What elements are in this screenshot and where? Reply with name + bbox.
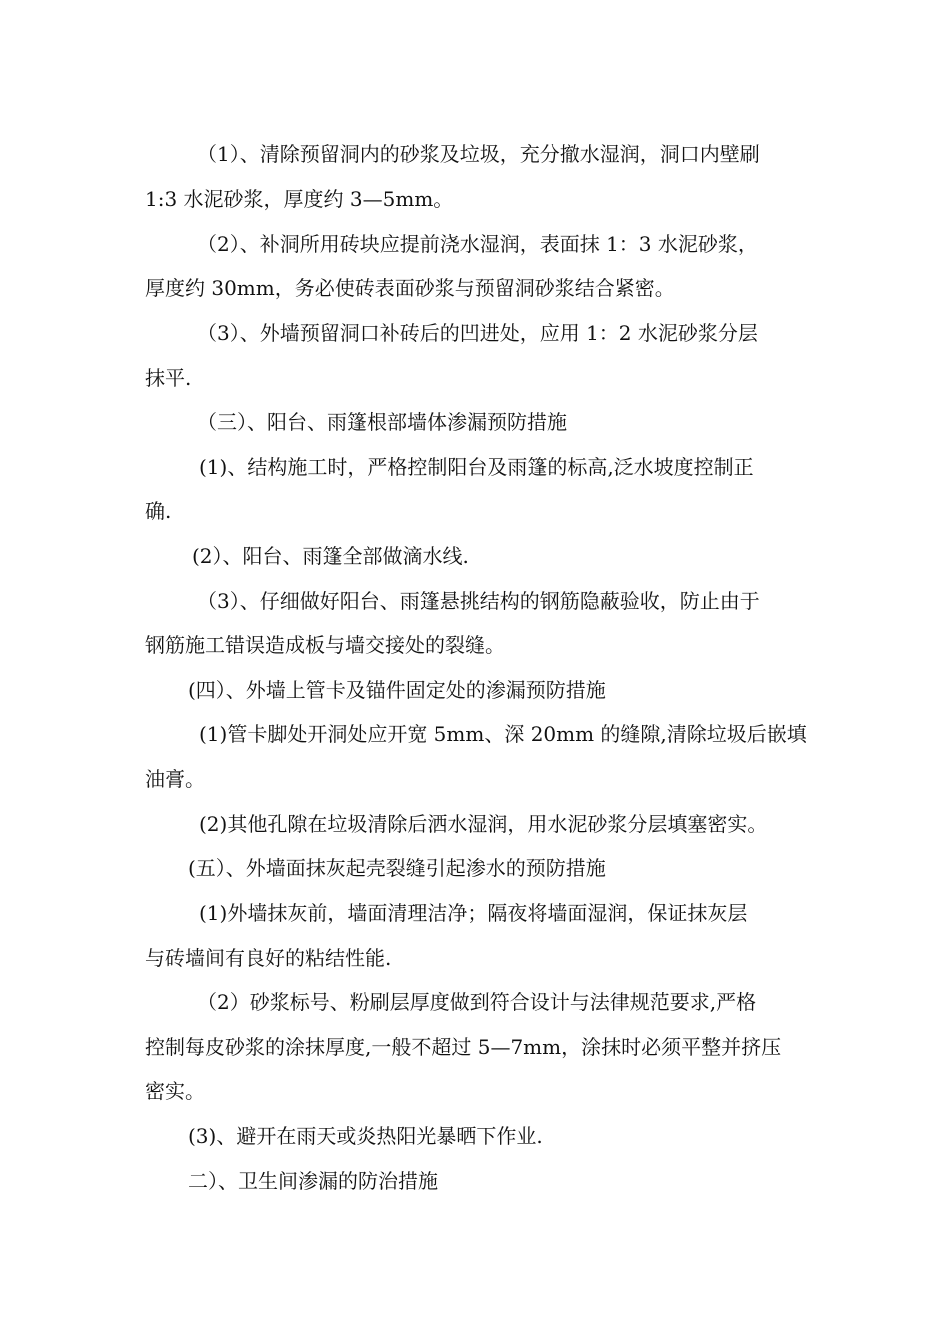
paragraph-line: 1:3 水泥砂浆，厚度约 3—5mm。 — [145, 187, 454, 211]
paragraph-line: （1）、清除预留洞内的砂浆及垃圾，充分撤水湿润，洞口内壁刷 — [197, 142, 760, 166]
paragraph-line: (3)、避开在雨天或炎热阳光暴晒下作业. — [188, 1124, 543, 1148]
paragraph-line: (1)、结构施工时，严格控制阳台及雨篷的标高,泛水坡度控制正 — [199, 455, 754, 479]
paragraph-line: 与砖墙间有良好的粘结性能. — [145, 946, 392, 970]
paragraph-line: （3）、仔细做好阳台、雨篷悬挑结构的钢筋隐蔽验收，防止由于 — [197, 589, 760, 613]
paragraph-line: 钢筋施工错误造成板与墙交接处的裂缝。 — [145, 633, 505, 657]
paragraph-line: （2）、补洞所用砖块应提前浇水湿润，表面抹 1：3 水泥砂浆， — [197, 232, 758, 256]
section-heading: (四）、外墙上管卡及锚件固定处的渗漏预防措施 — [188, 678, 606, 702]
paragraph-line: 确. — [145, 499, 172, 523]
section-heading: （三）、阳台、雨篷根部墙体渗漏预防措施 — [197, 410, 567, 434]
paragraph-line: 抹平. — [145, 366, 192, 390]
section-heading: 二）、卫生间渗漏的防治措施 — [188, 1169, 438, 1193]
section-heading: (五）、外墙面抹灰起壳裂缝引起渗水的预防措施 — [188, 856, 606, 880]
paragraph-line: (1)管卡脚处开洞处应开宽 5mm、深 20mm 的缝隙,清除垃圾后嵌填 — [199, 722, 807, 746]
paragraph-line: 油膏。 — [145, 767, 205, 791]
paragraph-line: （2）砂浆标号、粉刷层厚度做到符合设计与法律规范要求,严格 — [197, 990, 757, 1014]
paragraph-line: （3）、外墙预留洞口补砖后的凹进处，应用 1：2 水泥砂浆分层 — [197, 321, 758, 345]
paragraph-line: 控制每皮砂浆的涂抹厚度,一般不超过 5—7mm，涂抹时必须平整并挤压 — [145, 1035, 782, 1059]
paragraph-line: (2）、阳台、雨篷全部做滴水线. — [192, 544, 469, 568]
paragraph-line: (2)其他孔隙在垃圾清除后洒水湿润，用水泥砂浆分层填塞密实。 — [199, 812, 768, 836]
paragraph-line: (1)外墙抹灰前，墙面清理洁净；隔夜将墙面湿润，保证抹灰层 — [199, 901, 748, 925]
paragraph-line: 密实。 — [145, 1079, 205, 1103]
paragraph-line: 厚度约 30mm，务必使砖表面砂浆与预留洞砂浆结合紧密。 — [145, 276, 675, 300]
